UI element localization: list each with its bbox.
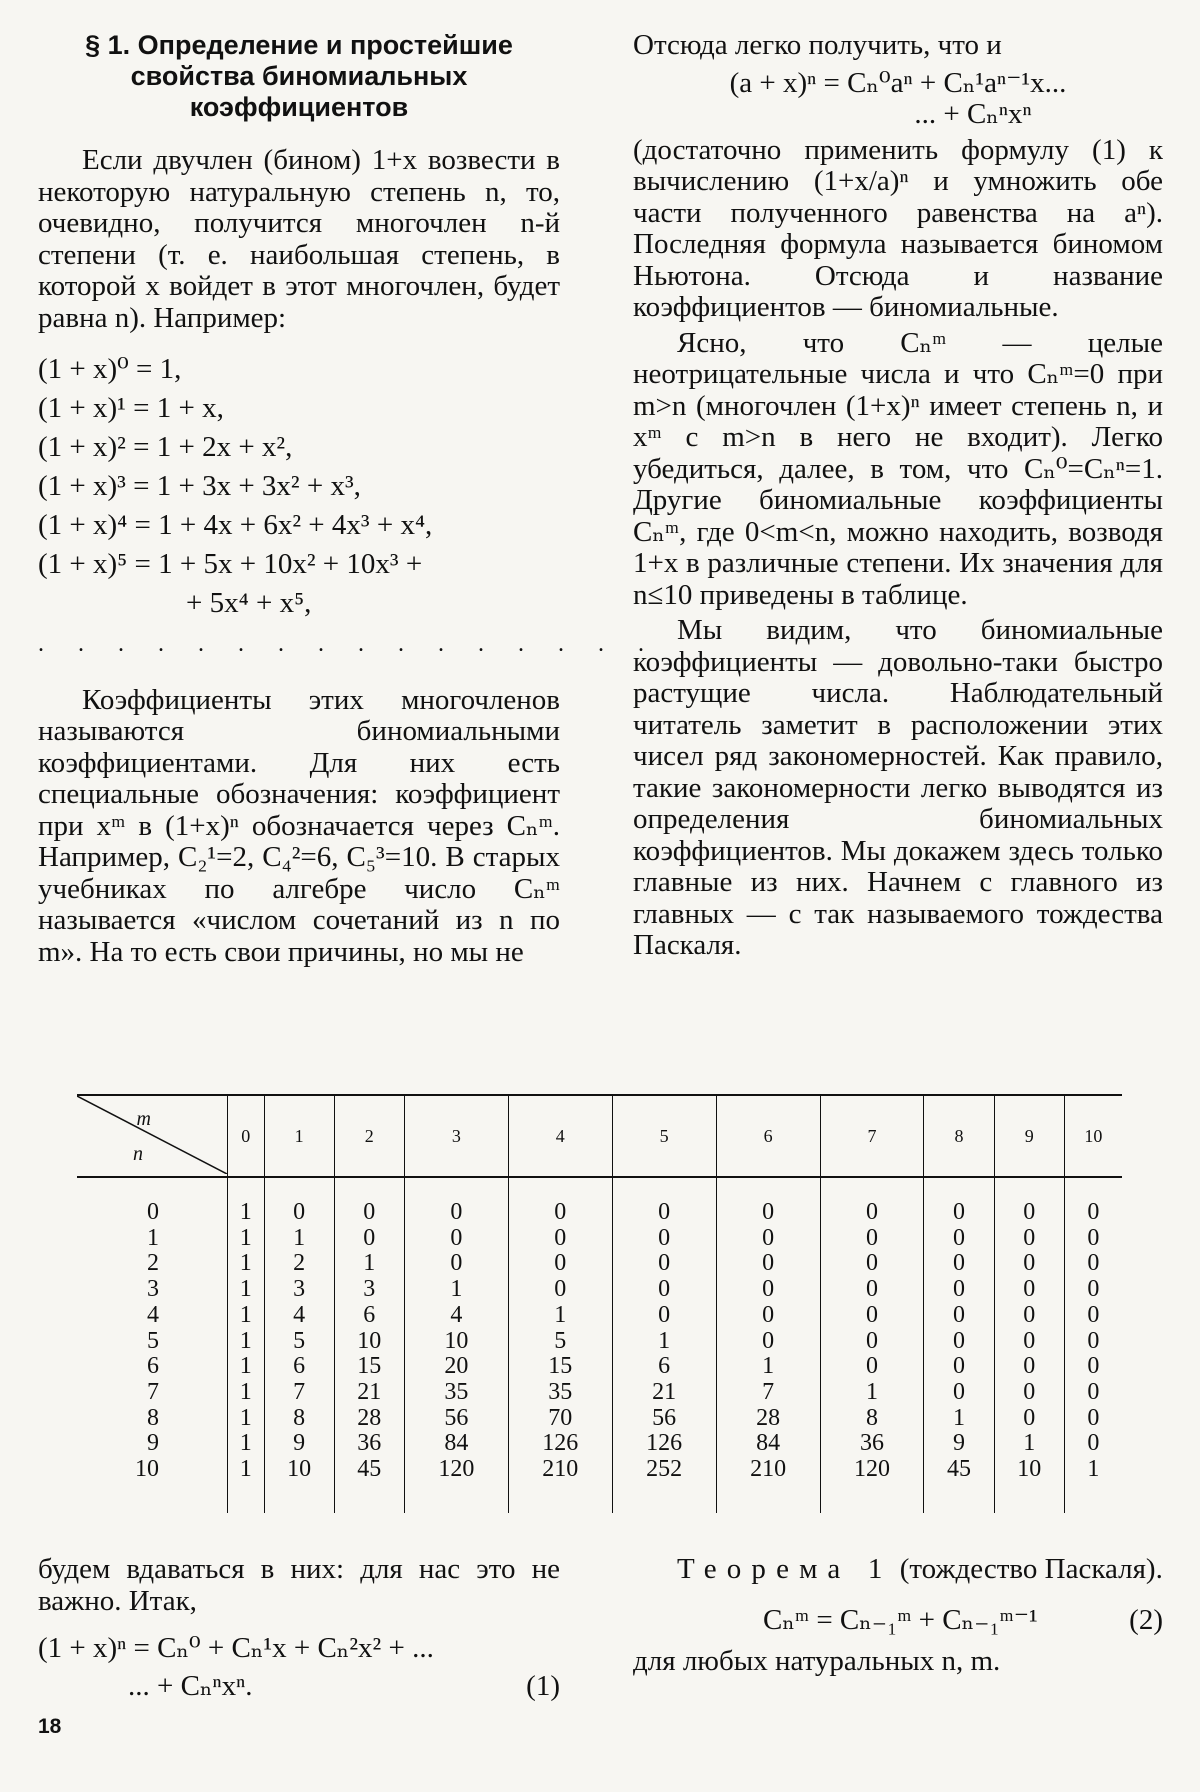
table-cell: 70: [508, 1406, 612, 1432]
table-cell: 0: [1064, 1380, 1122, 1406]
table-cell: 4: [404, 1303, 508, 1329]
table-cell: 0: [716, 1329, 820, 1355]
table-cell: 0: [1064, 1177, 1122, 1226]
row-label: 2: [147, 1250, 159, 1277]
page-number: 18: [38, 1715, 62, 1738]
table-cell: 252: [612, 1457, 716, 1513]
table-cell: 0: [334, 1177, 404, 1226]
table-cell: 0: [820, 1277, 924, 1303]
table-cell: 0: [1064, 1354, 1122, 1380]
patterns-paragraph: Мы видим, что биномиальные коэффициенты — довольно-таки быстро растущие числа. Наблюдательный читатель заметит в расположении этих чисел ряд закономерностей. Как правило, такие закономерности легко выводятся из определения биномиальных коэффициентов. Мы докажем здесь только главные из них. Начнем с главного из главных — с так называемого тождества Паскаля.: [633, 614, 1163, 961]
table-cell: 0: [264, 1177, 334, 1226]
table-row: [77, 1431, 1122, 1457]
table-cell: 56: [612, 1406, 716, 1432]
section-heading: § 1. Определение и простейшие свойства биномиальных коэффициентов: [85, 30, 513, 122]
table-cell: 0: [924, 1277, 994, 1303]
table-cell: 0: [994, 1380, 1064, 1406]
table-cell: 36: [334, 1431, 404, 1457]
table-cell: 0: [820, 1303, 924, 1329]
table-cell: 0: [716, 1303, 820, 1329]
row-label: 1: [147, 1224, 159, 1251]
table-corner-cell: [77, 1095, 228, 1177]
row-label: 9: [147, 1430, 159, 1457]
table-cell: 1: [228, 1354, 265, 1380]
properties-paragraph: Ясно, что Cₙᵐ — целые неотрицательные числа и что Cₙᵐ=0 при m>n (многочлен (1+x)ⁿ имеет степень n, и xᵐ с m>n в него не входит). Легко убедиться, далее, в том, что Cₙ⁰=Cₙⁿ=1. Другие биномиальные коэффициенты Cₙᵐ, где 0<m<n, можно находить, возводя 1+x в различные степени. Их значения для n≤10 приведены в таблице.: [633, 326, 1163, 611]
table-cell: 1: [228, 1457, 265, 1513]
table-cell: 0: [404, 1226, 508, 1252]
newton-formula-line2: ... + Cₙⁿxⁿ: [914, 98, 1032, 130]
table-cell: 15: [334, 1354, 404, 1380]
expansion-4: (1 + x)⁴ = 1 + 4x + 6x² + 4x³ + x⁴,: [38, 509, 433, 541]
bottom-left-column: [38, 1554, 560, 1705]
table-cell: 1: [994, 1431, 1064, 1457]
table-cell: 0: [1064, 1431, 1122, 1457]
table-cell: 0: [1064, 1277, 1122, 1303]
table-cell: 0: [924, 1303, 994, 1329]
table-cell: 9: [264, 1431, 334, 1457]
right-column: [633, 30, 1163, 962]
table-cell: 10: [994, 1457, 1064, 1513]
table-cell: 0: [1064, 1226, 1122, 1252]
pascal-tail: для любых натуральных n, m.: [633, 1644, 1001, 1677]
expansion-5-continued: + 5x⁴ + x⁵,: [186, 587, 312, 619]
table-cell: 0: [924, 1226, 994, 1252]
table-cell: 0: [820, 1226, 924, 1252]
table-cell: 0: [820, 1329, 924, 1355]
table-cell: 0: [612, 1226, 716, 1252]
table-cell: 0: [924, 1251, 994, 1277]
table-cell: 1: [508, 1303, 612, 1329]
table-cell: 0: [924, 1354, 994, 1380]
bottom-left-paragraph: будем вдаваться в них: для нас это не важно. Итак,: [38, 1553, 560, 1617]
table-row: [77, 1177, 1122, 1226]
table-cell: 21: [612, 1380, 716, 1406]
table-cell: 0: [820, 1354, 924, 1380]
table-cell: 10: [264, 1457, 334, 1513]
table-cell: 0: [404, 1251, 508, 1277]
table-cell: 1: [264, 1226, 334, 1252]
table-cell: 0: [994, 1251, 1064, 1277]
row-label: 4: [147, 1301, 159, 1328]
table-cell: 1: [612, 1329, 716, 1355]
column-header-5: 5: [612, 1095, 716, 1177]
table-cell: 0: [924, 1329, 994, 1355]
table-cell: 21: [334, 1380, 404, 1406]
table-cell: 45: [924, 1457, 994, 1513]
table-cell: 56: [404, 1406, 508, 1432]
table-cell: 0: [1064, 1251, 1122, 1277]
table-row: [77, 1303, 1122, 1329]
table-row: [77, 1277, 1122, 1303]
table-cell: 0: [508, 1251, 612, 1277]
table-cell: 15: [508, 1354, 612, 1380]
binomial-table: [77, 1094, 1122, 1513]
table-cell: 120: [820, 1457, 924, 1513]
table-cell: 1: [228, 1431, 265, 1457]
theorem-subtitle: (тождество Паскаля).: [899, 1553, 1163, 1585]
table-cell: 20: [404, 1354, 508, 1380]
table-cell: 126: [612, 1431, 716, 1457]
table-cell: 0: [994, 1354, 1064, 1380]
expansion-3: (1 + x)³ = 1 + 3x + 3x² + x³,: [38, 470, 361, 502]
table-cell: 1: [228, 1226, 265, 1252]
column-header-4: 4: [508, 1095, 612, 1177]
column-header-1: 1: [264, 1095, 334, 1177]
table-cell: 0: [924, 1177, 994, 1226]
column-header-7: 7: [820, 1095, 924, 1177]
row-label: 5: [147, 1327, 159, 1354]
table-cell: 0: [994, 1277, 1064, 1303]
table-cell: 1: [228, 1329, 265, 1355]
table-cell: 6: [264, 1354, 334, 1380]
n-axis-label: n: [133, 1143, 143, 1165]
formula-1-line1: (1 + x)ⁿ = Cₙ⁰ + Cₙ¹x + Cₙ²x² + ...: [38, 1632, 434, 1664]
table-cell: 1: [1064, 1457, 1122, 1513]
table-row: [77, 1354, 1122, 1380]
formula-1-line2: ... + Cₙⁿxⁿ.: [128, 1670, 253, 1702]
table-cell: 0: [820, 1177, 924, 1226]
table-cell: 0: [994, 1303, 1064, 1329]
table-cell: 0: [612, 1277, 716, 1303]
table-cell: 0: [612, 1177, 716, 1226]
column-header-9: 9: [994, 1095, 1064, 1177]
row-label: 7: [147, 1378, 159, 1405]
table-cell: 35: [508, 1380, 612, 1406]
formula-1-line2-row: [38, 1667, 560, 1705]
table-cell: 8: [264, 1406, 334, 1432]
column-header-6: 6: [716, 1095, 820, 1177]
expansion-1: (1 + x)¹ = 1 + x,: [38, 392, 224, 424]
corner-diagonal: [77, 1096, 227, 1174]
table-cell: 126: [508, 1431, 612, 1457]
expansion-2: (1 + x)² = 1 + 2x + x²,: [38, 431, 293, 463]
table-cell: 35: [404, 1380, 508, 1406]
table-cell: 0: [994, 1406, 1064, 1432]
ellipsis-row: . . . . . . . . . . . . . . . .: [38, 631, 658, 657]
table-cell: 10: [404, 1329, 508, 1355]
table-cell: 1: [228, 1251, 265, 1277]
table-cell: 5: [508, 1329, 612, 1355]
table-row: [77, 1226, 1122, 1252]
table-cell: 45: [334, 1457, 404, 1513]
table-cell: 7: [264, 1380, 334, 1406]
table-cell: 1: [404, 1277, 508, 1303]
m-axis-label: m: [136, 1108, 151, 1130]
newton-intro: Отсюда легко получить, что и: [633, 29, 1002, 61]
newton-formula-line1: (a + x)ⁿ = Cₙ⁰aⁿ + Cₙ¹aⁿ⁻¹x...: [729, 66, 1067, 99]
table-cell: 9: [924, 1431, 994, 1457]
table-cell: 0: [716, 1177, 820, 1226]
table-cell: 210: [508, 1457, 612, 1513]
table-cell: 0: [994, 1177, 1064, 1226]
theorem-statement: [633, 1554, 1163, 1586]
table-cell: 120: [404, 1457, 508, 1513]
table-header-row: [77, 1095, 1122, 1177]
table-row: [77, 1457, 1122, 1513]
table-cell: 5: [264, 1329, 334, 1355]
table-cell: 0: [820, 1251, 924, 1277]
pascal-formula: Cₙᵐ = Cₙ₋₁ᵐ + Cₙ₋₁ᵐ⁻¹: [763, 1603, 1038, 1636]
table-cell: 28: [716, 1406, 820, 1432]
left-column: [38, 30, 658, 968]
column-header-10: 10: [1064, 1095, 1122, 1177]
table-cell: 84: [716, 1431, 820, 1457]
table-cell: 7: [716, 1380, 820, 1406]
pascal-formula-row: [633, 1598, 1163, 1642]
theorem-title: Теорема 1: [677, 1553, 893, 1585]
row-label: 8: [147, 1404, 159, 1431]
table-row: [77, 1329, 1122, 1355]
formula-1-number: (1): [526, 1670, 560, 1702]
pascal-number: (2): [1129, 1603, 1163, 1636]
row-label: 0: [147, 1199, 159, 1225]
row-label: 6: [147, 1353, 159, 1380]
table-cell: 1: [924, 1406, 994, 1432]
row-label: 3: [147, 1276, 159, 1303]
table-cell: 6: [612, 1354, 716, 1380]
row-label: 10: [135, 1456, 159, 1483]
column-header-2: 2: [334, 1095, 404, 1177]
expansion-5: (1 + x)⁵ = 1 + 5x + 10x² + 10x³ +: [38, 548, 423, 580]
column-header-0: 0: [228, 1095, 265, 1177]
coefficients-paragraph: Коэффициенты этих многочленов называются биномиальными коэффициентами. Для них есть специальные обозначения: коэффициент при xᵐ в (1+x)ⁿ обозначается через Cₙᵐ. Например, C₂¹=2, C₄²=6, C₅³=10. В старых учебниках по алгебре число Cₙᵐ называется «числом сочетаний из n по m». На то есть свои причины, но мы не: [38, 683, 560, 968]
table-cell: 1: [228, 1380, 265, 1406]
table-cell: 84: [404, 1431, 508, 1457]
table-cell: 1: [334, 1251, 404, 1277]
table-cell: 0: [924, 1380, 994, 1406]
table-cell: 0: [716, 1277, 820, 1303]
intro-paragraph: Если двучлен (бином) 1+x возвести в некоторую натуральную степень n, то, очевидно, получится многочлен n-й степени (т. е. наибольшая степень, в которой x войдет в этот многочлен, будет равна n). Например:: [38, 144, 560, 334]
table-cell: 2: [264, 1251, 334, 1277]
binomial-table-wrapper: [77, 1094, 1122, 1513]
column-header-3: 3: [404, 1095, 508, 1177]
table-row: [77, 1251, 1122, 1277]
table-cell: 0: [994, 1226, 1064, 1252]
table-row: [77, 1406, 1122, 1432]
table-cell: 0: [716, 1226, 820, 1252]
expansion-list: [38, 350, 560, 623]
table-row: [77, 1380, 1122, 1406]
table-cell: 8: [820, 1406, 924, 1432]
table-cell: 3: [264, 1277, 334, 1303]
column-header-8: 8: [924, 1095, 994, 1177]
table-cell: 1: [716, 1354, 820, 1380]
table-cell: 1: [820, 1380, 924, 1406]
table-cell: 0: [1064, 1406, 1122, 1432]
table-cell: 0: [404, 1177, 508, 1226]
table-cell: 1: [228, 1303, 265, 1329]
table-cell: 3: [334, 1277, 404, 1303]
expansion-0: (1 + x)⁰ = 1,: [38, 353, 182, 385]
table-cell: 210: [716, 1457, 820, 1513]
table-cell: 1: [228, 1277, 265, 1303]
newton-paragraph: (достаточно применить формулу (1) к вычислению (1+x/a)ⁿ и умножить обе части полученного равенства на aⁿ). Последняя формула называется биномом Ньютона. Отсюда и название коэффициентов — биномиальные.: [633, 133, 1163, 323]
table-cell: 0: [612, 1303, 716, 1329]
bottom-right-column: [633, 1554, 1163, 1677]
table-cell: 6: [334, 1303, 404, 1329]
table-cell: 0: [994, 1329, 1064, 1355]
table-cell: 36: [820, 1431, 924, 1457]
table-cell: 1: [228, 1177, 265, 1226]
table-cell: 10: [334, 1329, 404, 1355]
table-cell: 0: [1064, 1329, 1122, 1355]
table-cell: 4: [264, 1303, 334, 1329]
table-cell: 0: [716, 1251, 820, 1277]
table-cell: 0: [1064, 1303, 1122, 1329]
table-cell: 28: [334, 1406, 404, 1432]
table-cell: 0: [508, 1177, 612, 1226]
table-cell: 0: [334, 1226, 404, 1252]
table-cell: 0: [508, 1226, 612, 1252]
table-body: [77, 1177, 1122, 1513]
table-cell: 0: [508, 1277, 612, 1303]
table-cell: 0: [612, 1251, 716, 1277]
table-cell: 1: [228, 1406, 265, 1432]
